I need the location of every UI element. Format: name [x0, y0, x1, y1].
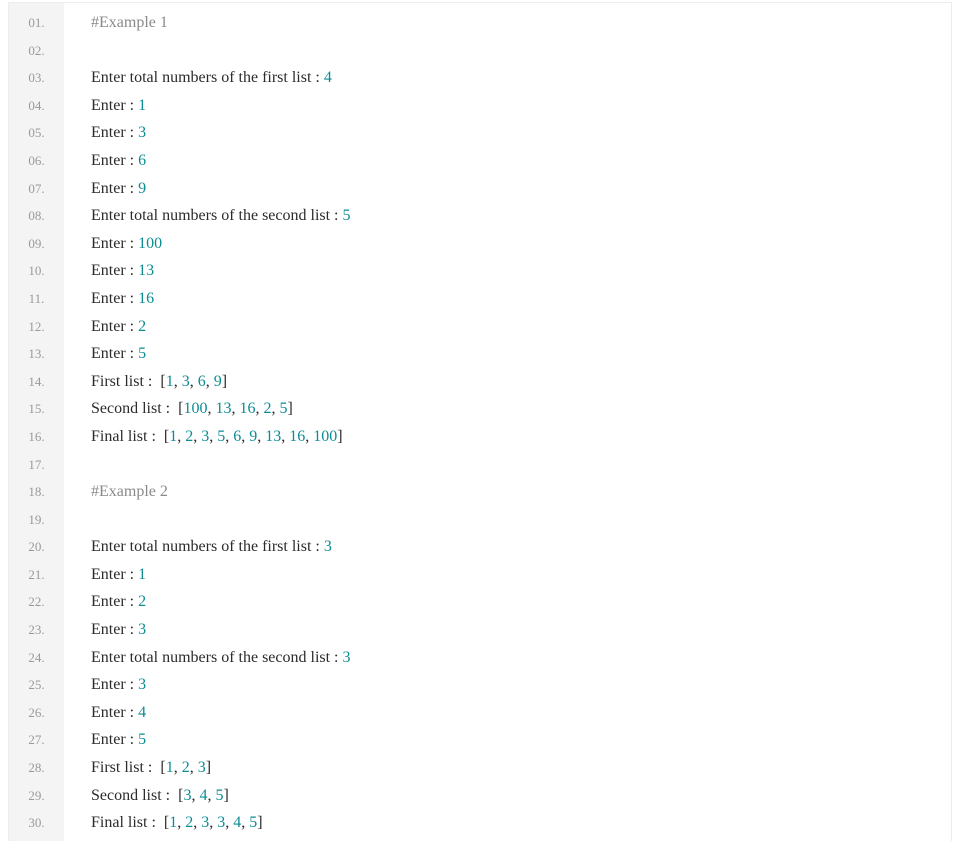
code-line [9, 561, 951, 589]
line-number: 29. [28, 787, 45, 803]
text-token: , [173, 372, 182, 390]
text-token: First list : [91, 372, 161, 390]
number-token: 4 [233, 814, 242, 832]
number-token: 13 [215, 400, 232, 418]
line-number: 13. [28, 346, 45, 362]
number-token: 2 [138, 317, 147, 335]
line-number: 23. [28, 622, 45, 638]
number-token: 9 [249, 427, 258, 445]
code-line [9, 313, 951, 341]
text-token: , [305, 427, 314, 445]
number-token: 2 [185, 814, 194, 832]
number-token: 5 [215, 786, 224, 804]
line-content [91, 368, 227, 396]
text-token: , [189, 759, 198, 777]
number-token: 1 [165, 372, 174, 390]
line-number: 02. [28, 42, 45, 58]
text-token: [ [160, 759, 166, 777]
number-token: 100 [183, 400, 208, 418]
text-token: Enter : [91, 317, 139, 335]
line-number: 08. [28, 208, 45, 224]
code-line [9, 119, 951, 147]
number-token: 9 [213, 372, 222, 390]
line-content [91, 9, 168, 37]
number-token: 1 [165, 759, 174, 777]
text-token: , [193, 814, 202, 832]
text-token: , [271, 400, 280, 418]
line-content [91, 230, 162, 258]
text-token: ] [223, 786, 229, 804]
text-token: , [173, 759, 182, 777]
comment-token: #Example 2 [91, 483, 168, 501]
number-token: 6 [197, 372, 206, 390]
line-number: 09. [28, 235, 45, 251]
line-number: 07. [28, 180, 45, 196]
text-token: Second list : [91, 786, 179, 804]
number-token: 2 [185, 427, 194, 445]
text-token: Enter : [91, 124, 139, 142]
text-token: ] [337, 427, 343, 445]
number-token: 5 [138, 731, 147, 749]
code-line [9, 147, 951, 175]
text-token: , [241, 814, 250, 832]
code-line [9, 478, 951, 506]
code-block [8, 2, 952, 841]
text-token: , [191, 786, 200, 804]
text-token: , [281, 427, 290, 445]
line-number: 03. [28, 70, 45, 86]
code-line [9, 782, 951, 810]
code-line [9, 533, 951, 561]
text-token: Second list : [91, 400, 179, 418]
text-token: , [241, 427, 250, 445]
line-content [91, 782, 229, 810]
number-token: 1 [138, 565, 147, 583]
code-line [9, 202, 951, 230]
code-line [9, 616, 951, 644]
text-token: Enter : [91, 565, 139, 583]
text-token: , [193, 427, 202, 445]
code-line [9, 506, 951, 534]
text-token: , [189, 372, 198, 390]
number-token: 3 [217, 814, 226, 832]
text-token: , [209, 427, 218, 445]
number-token: 3 [323, 538, 332, 556]
line-content [91, 588, 146, 616]
code-line [9, 257, 951, 285]
line-content [91, 147, 146, 175]
line-number: 16. [28, 428, 45, 444]
number-token: 3 [197, 759, 206, 777]
code-line [9, 671, 951, 699]
text-token: Enter : [91, 345, 139, 363]
line-number: 10. [28, 263, 45, 279]
code-line [9, 423, 951, 451]
text-token: , [205, 372, 214, 390]
line-content [91, 671, 146, 699]
text-token: Enter total numbers of the first list : [91, 538, 324, 556]
line-number: 20. [28, 539, 45, 555]
number-token: 6 [233, 427, 242, 445]
number-token: 5 [249, 814, 258, 832]
line-content [91, 726, 146, 754]
number-token: 3 [138, 124, 147, 142]
number-token: 13 [265, 427, 282, 445]
number-token: 3 [201, 814, 210, 832]
code-line [9, 340, 951, 368]
text-token: ] [287, 400, 293, 418]
code-line [9, 699, 951, 727]
text-token: , [177, 814, 186, 832]
number-token: 4 [199, 786, 208, 804]
text-token: , [209, 814, 218, 832]
text-token: Final list : [91, 814, 164, 832]
number-token: 2 [181, 759, 190, 777]
number-token: 5 [138, 345, 147, 363]
code-line [9, 809, 951, 837]
text-token: [ [163, 427, 170, 445]
text-token: Enter total numbers of the second list : [91, 648, 343, 666]
line-number: 27. [28, 732, 45, 748]
number-token: 2 [263, 400, 272, 418]
text-token: , [257, 427, 266, 445]
text-token: Enter : [91, 621, 139, 639]
code-line [9, 285, 951, 313]
number-token: 3 [181, 372, 190, 390]
line-content [91, 395, 293, 423]
text-token: Enter : [91, 593, 139, 611]
text-token: , [225, 427, 234, 445]
line-content [91, 423, 343, 451]
code-line [9, 451, 951, 479]
text-token: Enter : [91, 676, 139, 694]
text-token: [ [178, 400, 184, 418]
line-content [91, 92, 146, 120]
line-number: 22. [28, 594, 45, 610]
number-token: 13 [138, 262, 155, 280]
line-content [91, 340, 146, 368]
code-line [9, 588, 951, 616]
line-content [91, 202, 351, 230]
code-line [9, 92, 951, 120]
text-token: Enter total numbers of the second list : [91, 207, 343, 225]
number-token: 1 [169, 427, 178, 445]
line-content [91, 533, 332, 561]
number-token: 5 [279, 400, 288, 418]
line-number: 14. [28, 373, 45, 389]
text-token: , [255, 400, 264, 418]
text-token: ] [221, 372, 228, 390]
code-line [9, 395, 951, 423]
line-number: 26. [28, 704, 45, 720]
line-number: 25. [28, 677, 45, 693]
text-token: Enter : [91, 731, 139, 749]
number-token: 3 [201, 427, 210, 445]
line-number: 04. [28, 97, 45, 113]
number-token: 100 [313, 427, 338, 445]
text-token: Enter : [91, 234, 139, 252]
text-token: Enter : [91, 151, 139, 169]
number-token: 9 [138, 179, 147, 197]
text-token: Enter : [91, 262, 139, 280]
text-token: , [225, 814, 234, 832]
number-token: 5 [342, 207, 351, 225]
text-token: ] [257, 814, 263, 832]
number-token: 16 [138, 289, 155, 307]
text-token: , [177, 427, 186, 445]
number-token: 1 [169, 814, 178, 832]
line-number: 11. [28, 290, 45, 306]
code-line [9, 64, 951, 92]
line-content [91, 699, 146, 727]
code-lines [9, 9, 951, 837]
number-token: 6 [138, 151, 147, 169]
line-number: 19. [28, 511, 45, 527]
number-token: 3 [342, 648, 351, 666]
line-number: 21. [28, 566, 45, 582]
line-content [91, 64, 332, 92]
number-token: 100 [138, 234, 163, 252]
line-number: 24. [28, 649, 45, 665]
line-number: 28. [28, 760, 45, 776]
text-token: [ [163, 814, 170, 832]
line-content [91, 616, 146, 644]
code-line [9, 175, 951, 203]
line-number: 15. [28, 401, 45, 417]
number-token: 16 [289, 427, 306, 445]
code-line [9, 754, 951, 782]
number-token: 3 [138, 676, 147, 694]
line-number: 30. [28, 815, 45, 831]
line-number: 18. [28, 484, 45, 500]
code-line [9, 368, 951, 396]
line-number: 06. [28, 152, 45, 168]
text-token: Enter : [91, 179, 139, 197]
number-token: 5 [217, 427, 226, 445]
code-line [9, 37, 951, 65]
text-token: , [231, 400, 240, 418]
code-line [9, 726, 951, 754]
number-token: 1 [138, 96, 147, 114]
text-token: Enter : [91, 703, 139, 721]
code-line [9, 9, 951, 37]
line-content [91, 754, 211, 782]
line-number: 05. [28, 125, 45, 141]
text-token: [ [160, 372, 166, 390]
text-token: Enter : [91, 96, 139, 114]
number-token: 4 [138, 703, 147, 721]
text-token: First list : [91, 759, 161, 777]
line-content [91, 175, 146, 203]
line-number: 12. [28, 318, 45, 334]
line-content [91, 561, 146, 589]
code-line [9, 230, 951, 258]
number-token: 2 [138, 593, 147, 611]
line-number: 01. [28, 15, 45, 30]
line-number: 17. [28, 456, 45, 472]
line-content [91, 313, 146, 341]
line-content [91, 644, 351, 672]
number-token: 3 [183, 786, 192, 804]
line-content [91, 257, 154, 285]
code-line [9, 644, 951, 672]
text-token: , [207, 786, 216, 804]
text-token: [ [178, 786, 184, 804]
number-token: 3 [138, 621, 147, 639]
number-token: 16 [239, 400, 256, 418]
text-token: ] [205, 759, 212, 777]
number-token: 4 [323, 69, 332, 87]
line-content [91, 119, 146, 147]
text-token: Final list : [91, 427, 164, 445]
line-content [91, 809, 263, 837]
line-content [91, 478, 168, 506]
comment-token: #Example 1 [91, 14, 168, 31]
text-token: Enter total numbers of the first list : [91, 69, 324, 87]
text-token: Enter : [91, 289, 139, 307]
line-content [91, 285, 154, 313]
text-token: , [207, 400, 216, 418]
